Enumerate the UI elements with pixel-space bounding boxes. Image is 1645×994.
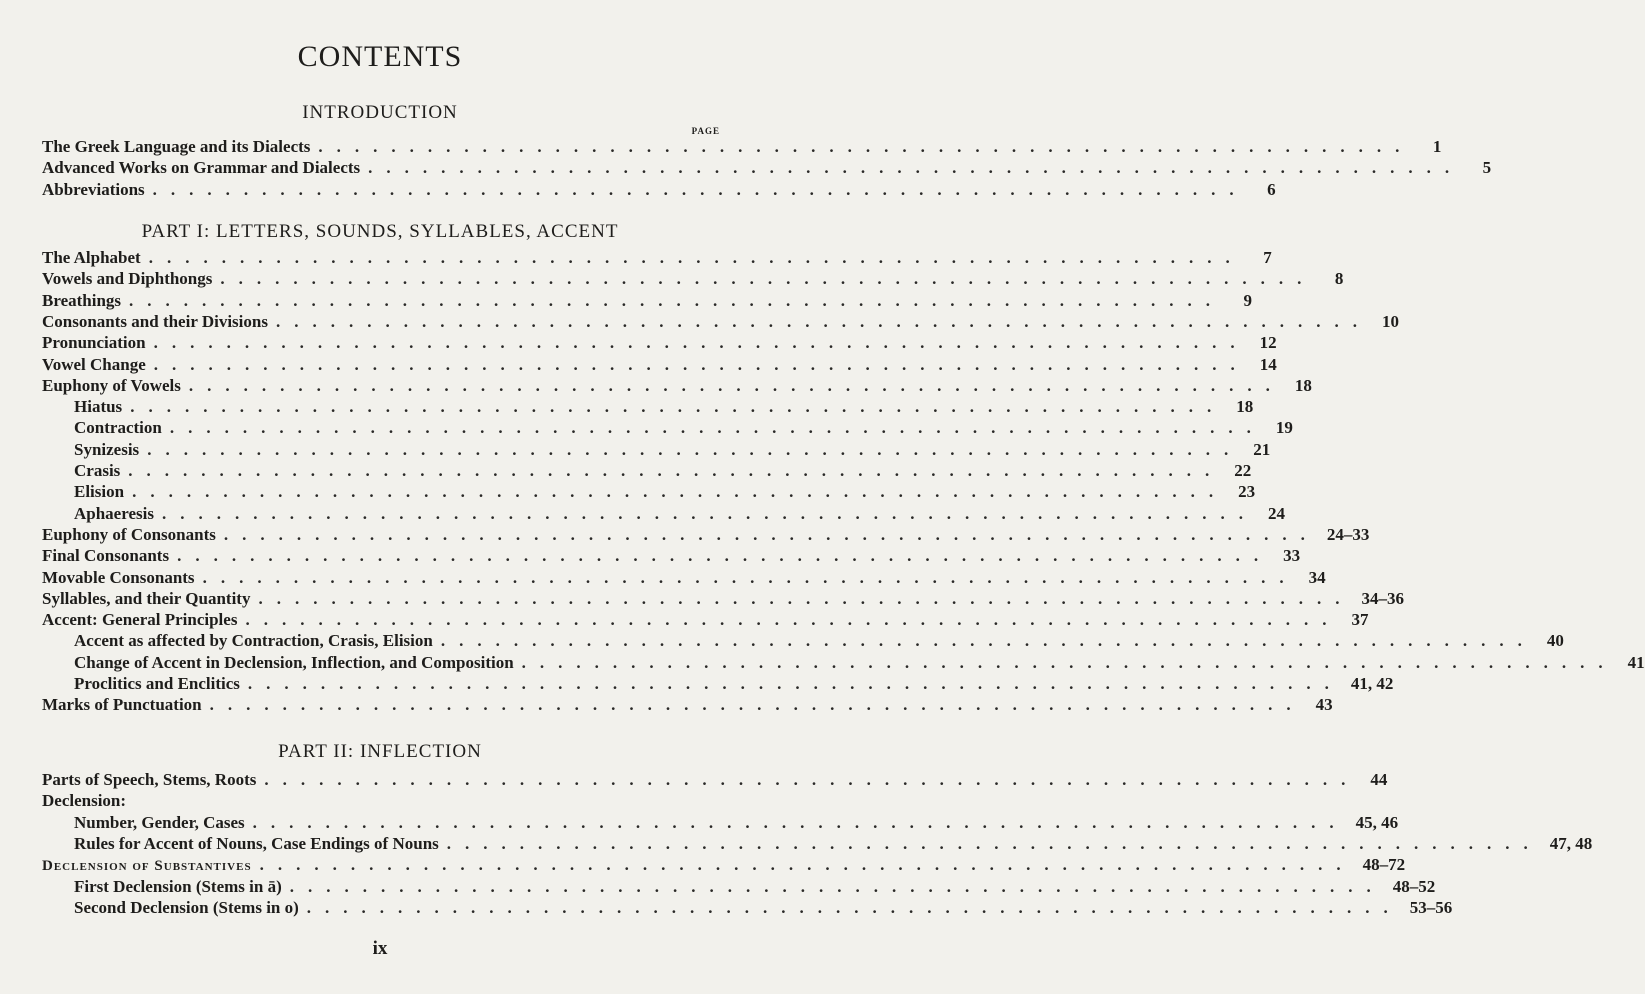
toc-entry-title: Vowels and Diphthongs — [42, 269, 213, 289]
dot-leader: ............................................................ — [202, 567, 1298, 587]
section-heading: PART II: INFLECTION — [278, 741, 482, 762]
toc-entry-page: 24–33 — [1326, 524, 1370, 544]
toc-entry-page: 47, 48 — [1549, 833, 1593, 853]
toc-entry[interactable] — [74, 418, 1293, 440]
toc-entry-title: The Alphabet — [42, 248, 141, 267]
toc-entry[interactable] — [74, 833, 1593, 856]
dot-leader: ............................................................ — [258, 588, 1354, 608]
toc-entry-title: Declension: — [42, 791, 127, 811]
toc-entry-page: 18 — [1236, 397, 1254, 417]
toc-entry[interactable] — [42, 137, 1442, 159]
toc-entry-title: Rules for Accent of Nouns, Case Endings of Nouns — [74, 833, 439, 853]
toc-entry-title: Syllables, and their Quantity — [42, 588, 251, 608]
toc-entry-title: Breathings — [42, 290, 122, 310]
toc-entry-title: Final Consonants — [42, 546, 170, 566]
toc-entry-page: 37 — [1351, 610, 1369, 630]
dot-leader: ............................................................ — [289, 876, 1385, 896]
toc-entry-page: 7 — [1263, 248, 1272, 267]
toc-entry[interactable] — [42, 791, 720, 813]
toc-entry-title: Change of Accent in Declension, Inflection, and Composition — [74, 652, 514, 672]
toc-entry-title: Elision — [74, 482, 125, 502]
toc-entry[interactable] — [42, 588, 1404, 611]
toc-entry-title: Parts of Speech, Stems, Roots — [42, 770, 257, 789]
toc-entry-title: Movable Consonants — [42, 567, 195, 587]
toc-entry[interactable] — [42, 610, 1369, 632]
toc-entry[interactable] — [42, 248, 1272, 270]
toc-entry-page: 9 — [1243, 290, 1253, 310]
toc-entry-title: Consonants and their Divisions — [42, 311, 268, 331]
dot-leader: ............................................................ — [130, 397, 1226, 417]
toc-entry-page: 44 — [1370, 770, 1388, 789]
toc-entry[interactable] — [74, 482, 1256, 504]
toc-entry-title: Declension of Substantives — [42, 858, 252, 875]
dot-leader: ............................................................ — [152, 179, 1248, 199]
toc-entry-page: 8 — [1334, 269, 1344, 289]
toc-entry[interactable] — [74, 397, 1254, 419]
dot-leader: ............................................................ — [264, 770, 1360, 789]
toc-entry-title: Crasis — [74, 461, 121, 480]
toc-entry[interactable] — [42, 179, 1276, 202]
toc-entry-page: 48–52 — [1392, 876, 1436, 896]
dot-leader: ............................................................ — [223, 524, 1319, 544]
toc-entry-page: 12 — [1259, 333, 1277, 353]
toc-entry-page: 21 — [1253, 439, 1271, 459]
toc-entry-page: 5 — [1482, 158, 1492, 178]
toc-entry-title: Accent: General Principles — [42, 610, 238, 630]
toc-entry-page: 34 — [1308, 567, 1326, 587]
toc-entry-title: Accent as affected by Contraction, Crasis, Elision — [74, 631, 433, 651]
toc-entry[interactable] — [42, 524, 1370, 547]
dot-leader: ............................................................ — [521, 652, 1617, 672]
toc-entry-page: 24 — [1267, 503, 1285, 523]
section-heading: INTRODUCTION — [302, 102, 458, 123]
dot-leader: ............................................................ — [220, 269, 1316, 289]
toc-entry[interactable] — [42, 546, 1301, 568]
toc-entry-page: 41, 42 — [1350, 674, 1394, 693]
page-column-label: PAGE — [691, 126, 720, 136]
dot-leader: ............................................................ — [209, 695, 1305, 715]
toc-entry-page: 22 — [1234, 461, 1252, 480]
toc-entry-title: Proclitics and Enclitics — [74, 674, 240, 693]
toc-entry-page: 48–72 — [1362, 855, 1406, 875]
toc-entry[interactable] — [42, 695, 1333, 717]
section-heading: PART I: LETTERS, SOUNDS, SYLLABLES, ACCENT — [141, 221, 619, 242]
toc-entry-title: Marks of Punctuation — [42, 695, 202, 715]
dot-leader: ............................................................ — [275, 311, 1371, 331]
toc-entry[interactable] — [74, 876, 1436, 899]
toc-entry[interactable] — [42, 269, 1344, 291]
toc-entry[interactable] — [42, 855, 1406, 877]
toc-entry[interactable] — [42, 290, 1253, 313]
toc-entry-title: Euphony of Vowels — [42, 375, 181, 395]
toc-entry-page: 18 — [1294, 375, 1312, 395]
dot-leader: ............................................................ — [153, 354, 1249, 374]
toc-entry-title: Aphaeresis — [74, 503, 154, 523]
toc-entry[interactable] — [42, 375, 1312, 398]
toc-entry-page: 14 — [1259, 354, 1277, 374]
toc-entry-title: First Declension (Stems in ā) — [74, 876, 282, 896]
toc-entry[interactable] — [74, 461, 1252, 483]
toc-entry-page: 6 — [1267, 179, 1276, 199]
dot-leader: ............................................................ — [306, 897, 1402, 917]
page-title: CONTENTS — [297, 40, 463, 73]
toc-entry-page: 43 — [1315, 695, 1333, 715]
toc-entry-title: Pronunciation — [42, 333, 146, 353]
toc-entry-page: 45, 46 — [1355, 812, 1399, 832]
toc-entry[interactable] — [74, 652, 1645, 675]
toc-entry-page: 1 — [1432, 137, 1442, 156]
toc-entry-page: 33 — [1283, 546, 1301, 566]
toc-entry-page: 41 — [1627, 652, 1645, 672]
toc-entry-title: Contraction — [74, 418, 162, 438]
dot-leader: ............................................................ — [161, 503, 1257, 523]
toc-entry[interactable] — [74, 674, 1394, 696]
dot-leader: ............................................................ — [169, 418, 1265, 438]
toc-entry-title: Advanced Works on Grammar and Dialects — [42, 158, 361, 178]
toc-entry-title: Synizesis — [74, 439, 140, 459]
dot-leader: ............................................................ — [440, 631, 1536, 651]
dot-leader: ............................................................ — [188, 375, 1284, 395]
toc-entry[interactable] — [74, 812, 1399, 835]
dot-leader: ............................................................ — [245, 610, 1341, 630]
dot-leader: ............................................................ — [129, 290, 1225, 310]
toc-entry[interactable] — [42, 333, 1277, 355]
dot-leader: ............................................................ — [247, 674, 1343, 693]
toc-entry[interactable] — [74, 439, 1271, 462]
dot-leader: ............................................................ — [318, 137, 1414, 156]
dot-leader: ............................................................ — [132, 482, 1228, 502]
toc-entry[interactable] — [42, 311, 1399, 334]
toc-entry-title: Hiatus — [74, 397, 123, 417]
toc-entry-page: 23 — [1238, 482, 1256, 502]
toc-entry[interactable] — [74, 897, 1453, 920]
toc-entry-page: 53–56 — [1409, 897, 1453, 917]
dot-leader: ............................................................ — [128, 461, 1224, 480]
toc-entry[interactable] — [42, 158, 1492, 180]
toc-entry-page: 40 — [1546, 631, 1564, 651]
toc-entry[interactable] — [74, 503, 1285, 526]
page-number: ix — [372, 938, 388, 959]
dot-leader: ............................................................ — [177, 546, 1273, 566]
dot-leader: ............................................................ — [153, 333, 1249, 353]
dot-leader: ............................................................ — [446, 833, 1542, 853]
toc-entry-page: 34–36 — [1361, 588, 1404, 608]
toc-entry-title: Number, Gender, Cases — [74, 812, 245, 832]
toc-entry-title: Euphony of Consonants — [42, 524, 216, 544]
toc-entry[interactable] — [74, 631, 1564, 653]
toc-entry-page: 10 — [1381, 311, 1399, 331]
toc-entry-title: The Greek Language and its Dialects — [42, 137, 311, 156]
toc-entry[interactable] — [42, 567, 1326, 590]
toc-entry[interactable] — [42, 354, 1277, 377]
dot-leader: ............................................................ — [368, 158, 1464, 178]
dot-leader: ............................................................ — [259, 855, 1355, 875]
dot-leader: ............................................................ — [147, 439, 1243, 459]
toc-entry-title: Vowel Change — [42, 354, 146, 374]
toc-entry-page: 19 — [1275, 418, 1293, 438]
toc-entry-title: Second Declension (Stems in ο) — [74, 897, 299, 917]
dot-leader: ............................................................ — [148, 248, 1244, 267]
toc-entry-title: Abbreviations — [42, 179, 145, 199]
toc-entry[interactable] — [42, 770, 1388, 792]
dot-leader: ............................................................ — [252, 812, 1348, 832]
